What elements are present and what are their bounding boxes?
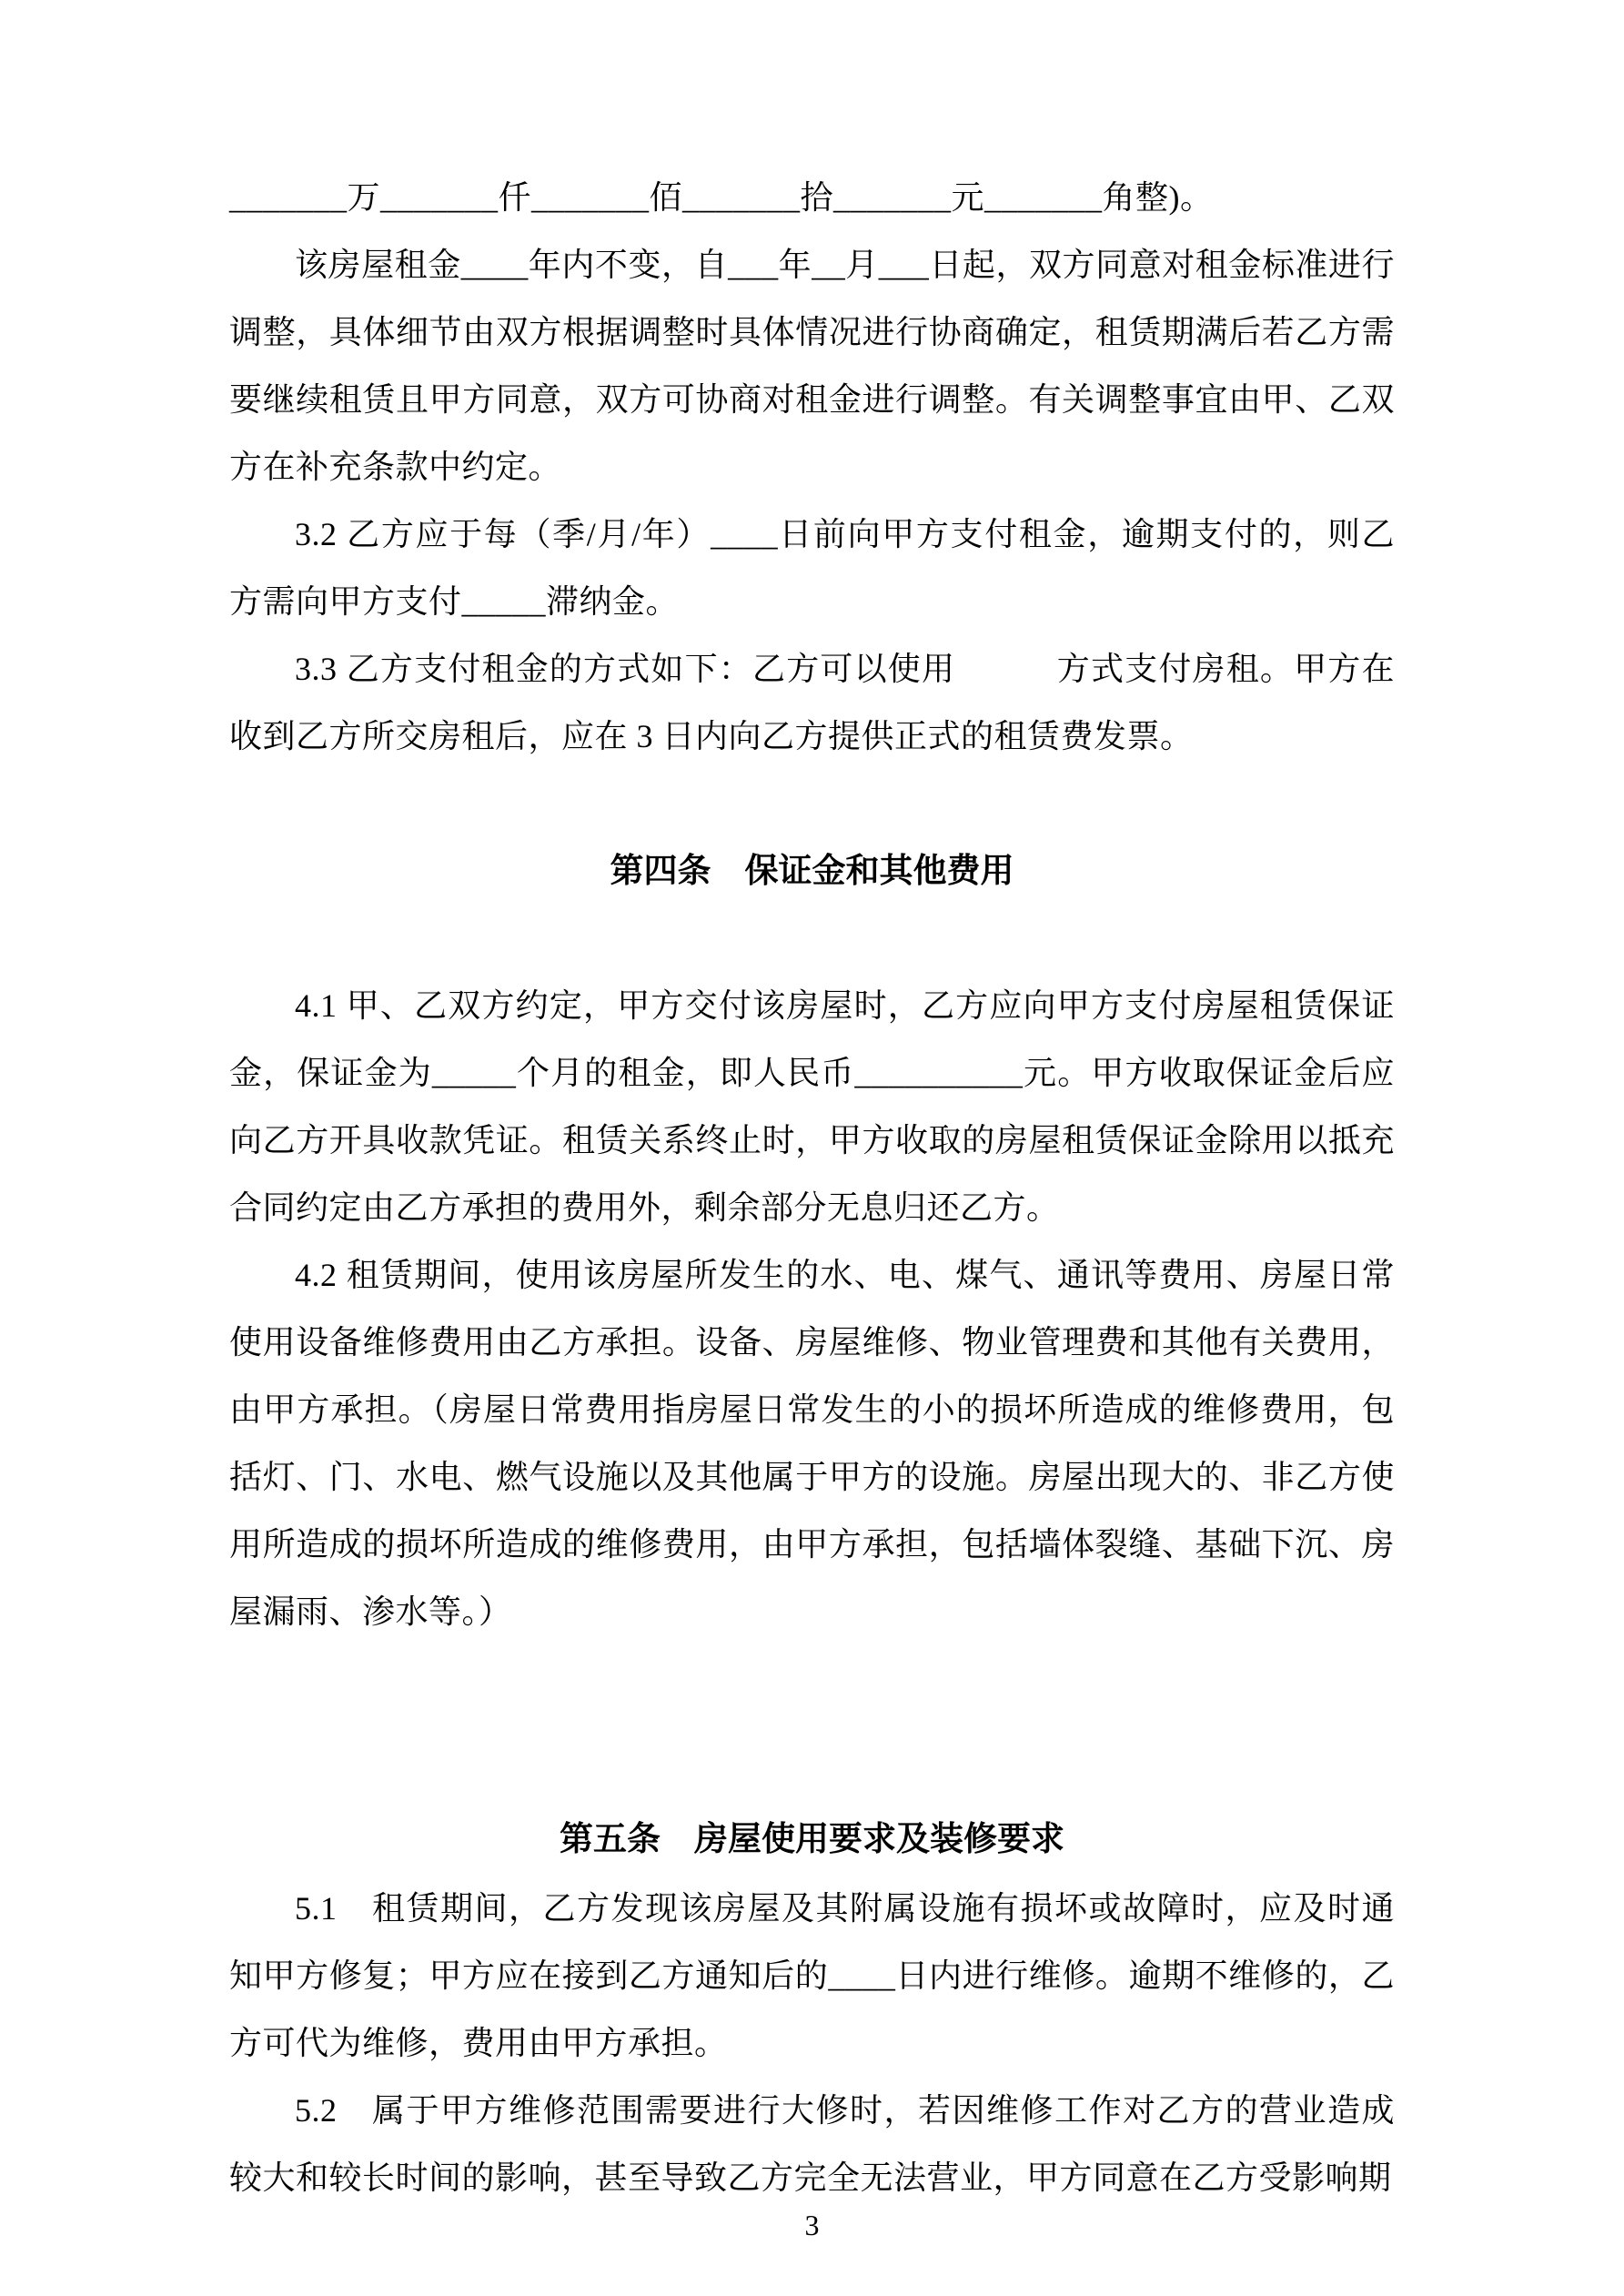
paragraph-clause-4-1: 4.1 甲、乙双方约定，甲方交付该房屋时，乙方应向甲方支付房屋租赁保证金，保证金为_____个月的租金，即人民币__________元。甲方收取保证金后应向乙方开具收款凭证。租赁关系终止时，甲方收取的房屋租赁保证金除用以抵充合同约定由乙方承担的费用外，剩余部分无息归还乙方。 (229, 987, 1395, 1226)
paragraph-clause-4-2: 4.2 租赁期间，使用该房屋所发生的水、电、煤气、通讯等费用、房屋日常使用设备维修费用由乙方承担。设备、房屋维修、物业管理费和其他有关费用，由甲方承担。（房屋日常费用指房屋日常发生的小的损坏所造成的维修费用，包括灯、门、水电、燃气设施以及其他属于甲方的设施。房屋出现大的、非乙方使用所造成的损坏所造成的维修费用，由甲方承担，包括墙体裂缝、基础下沉、房屋漏雨、渗水等。） (229, 1257, 1395, 1630)
paragraph-rent-adjustment: 该房屋租金____年内不变，自___年__月___日起，双方同意对租金标准进行调整，具体细节由双方根据调整时具体情况进行协商确定，租赁期满后若乙方需要继续租赁且甲方同意，双方可协商对租金进行调整。有关调整事宜由甲、乙双方在补充条款中约定。 (229, 247, 1395, 485)
heading-article-5: 第五条 房屋使用要求及装修要求 (560, 1820, 1064, 1857)
paragraph-clause-3-3: 3.3 乙方支付租金的方式如下：乙方可以使用 方式支付房租。甲方在收到乙方所交房租后，应在 3 日内向乙方提供正式的租赁费发票。 (229, 651, 1395, 754)
page-number: 3 (804, 2209, 820, 2241)
paragraph-clause-5-2: 5.2 属于甲方维修范围需要进行大修时，若因维修工作对乙方的营业造成较大和较长时间的影响，甚至导致乙方完全无法营业，甲方同意在乙方受影响期 (229, 2092, 1395, 2196)
paragraph-clause-3-2: 3.2 乙方应于每（季/月/年）____日前向甲方支付租金，逾期支付的，则乙方需向甲方支付_____滞纳金。 (229, 516, 1395, 620)
heading-article-4: 第四条 保证金和其他费用 (610, 852, 1014, 889)
paragraph-clause-5-1: 5.1 租赁期间，乙方发现该房屋及其附属设施有损坏或故障时，应及时通知甲方修复；甲方应在接到乙方通知后的____日内进行维修。逾期不维修的，乙方可代为维修，费用由甲方承担。 (229, 1890, 1395, 2061)
paragraph-amount-in-words: _______万_______仟_______佰_______拾_______元_______角整)。 (229, 179, 1214, 216)
